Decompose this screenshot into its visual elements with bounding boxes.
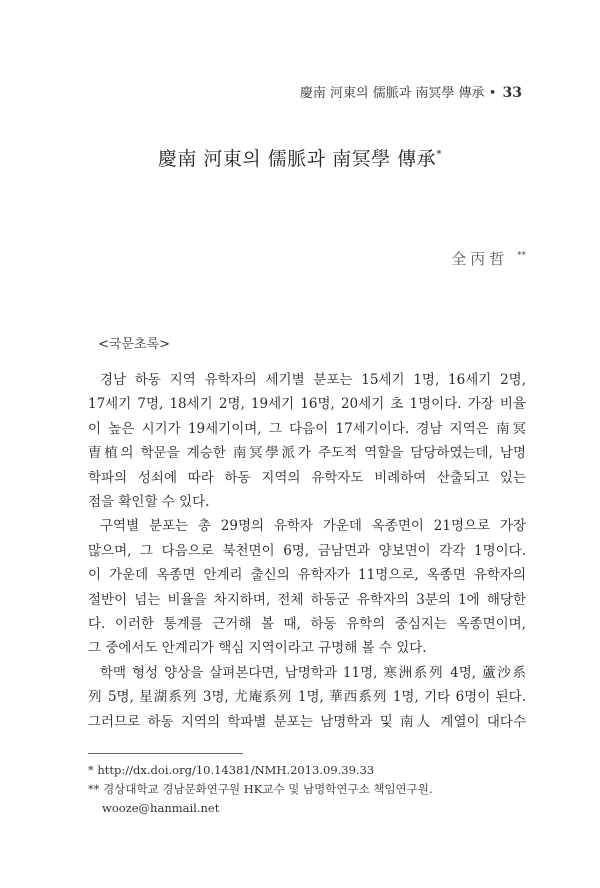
abstract-line: 구역별 분포는 총 29명의 유학자 가운데 옥종면이 21명으로 가장 — [100, 518, 526, 535]
abstract-line: 그러므로 하동 지역의 학파별 분포는 남명학과 및 南人 계열이 대다수 — [88, 713, 526, 730]
abstract-line: 학파의 성쇠에 따라 하동 지역의 유학자도 비례하여 산출되고 있는 — [88, 469, 526, 486]
footnote-doi: * http://dx.doi.org/10.14381/NMH.2013.09.39.33 — [88, 763, 375, 777]
author-footnote-mark: ** — [517, 251, 526, 261]
page-number: 33 — [502, 85, 522, 101]
abstract-body — [88, 368, 526, 734]
abstract-line: 경남 하동 지역 유학자의 세기별 분포는 15세기 1명, 16세기 2명, — [100, 372, 526, 388]
abstract-line: 列 5명, 星湖系列 3명, 尤庵系列 1명, 華西系列 1명, 기타 6명이 된다. — [88, 689, 526, 706]
footnote-author-affiliation: ** 경상대학교 경남문화연구원 HK교수 및 남명학연구소 책임연구원. — [88, 782, 433, 796]
abstract-line: 절반이 넘는 비율을 차지하며, 전체 하동군 유학자의 3분의 1에 해당한 — [88, 591, 526, 608]
title-footnote-mark: * — [436, 147, 443, 161]
abstract-line: 17세기 7명, 18세기 2명, 19세기 16명, 20세기 초 1명이다. 가장 비율 — [88, 396, 526, 413]
abstract-line: 이 높은 시기가 19세기이며, 그 다음이 17세기이다. 경남 지역은 南冥 — [88, 420, 526, 437]
abstract-line: 많으며, 그 다음으로 북천면이 6명, 금남면과 양보면이 각각 1명이다. — [88, 542, 526, 559]
paper-title — [0, 144, 600, 171]
author-name: 全丙哲 — [451, 250, 509, 268]
footnote-author-email: wooze@hanmail.net — [102, 801, 220, 815]
footnote-divider — [88, 753, 243, 754]
footnotes — [88, 761, 528, 818]
abstract-line: 曺植의 학문을 계승한 南冥學派가 주도적 역할을 담당하였는데, 남명 — [88, 445, 526, 462]
running-header — [300, 82, 522, 101]
abstract-line: 그 중에서도 안계리가 핵심 지역이라고 규명해 볼 수 있다. — [88, 640, 427, 657]
header-separator: • — [488, 86, 497, 101]
abstract-heading: <국문초록> — [98, 337, 171, 352]
author — [451, 248, 526, 269]
abstract-line: 학맥 형성 양상을 살펴본다면, 남명학과 11명, 寒洲系列 4명, 蘆沙系 — [100, 664, 526, 681]
abstract-line: 다. 이러한 통계를 근거해 볼 때, 하동 유학의 중심지는 옥종면이며, — [88, 616, 526, 633]
paper-title-text: 慶南 河東의 儒脈과 南冥學 傳承 — [157, 148, 437, 170]
abstract-line: 이 가운데 옥종면 안계리 출신의 유학자가 11명으로, 옥종면 유학자의 — [88, 567, 526, 584]
running-title: 慶南 河東의 儒脈과 南冥學 傳承 — [299, 86, 485, 101]
abstract-line: 점을 확인할 수 있다. — [88, 494, 210, 511]
